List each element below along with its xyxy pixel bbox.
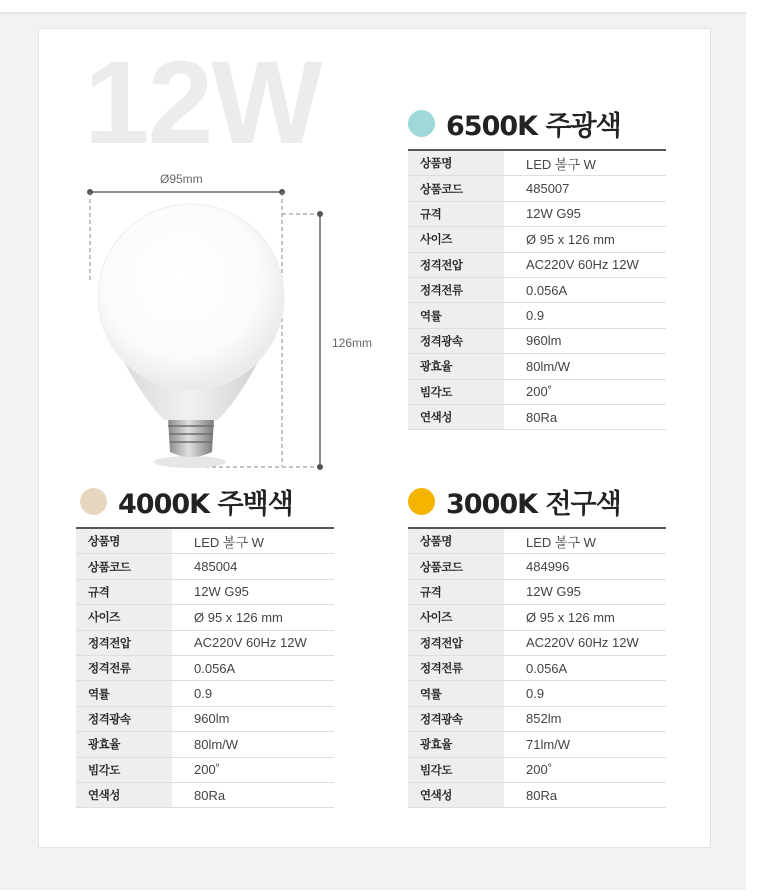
spec-row xyxy=(408,554,666,579)
spec-row xyxy=(408,277,666,302)
spec-key: 광효율 xyxy=(76,732,172,757)
spec-row xyxy=(76,655,334,680)
spec-key: 역률 xyxy=(408,681,504,706)
spec-key: 사이즈 xyxy=(408,227,504,252)
spec-key: 정격광속 xyxy=(408,706,504,731)
heading-4000k xyxy=(80,481,293,521)
spec-key: 상품코드 xyxy=(76,554,172,579)
spec-key: 정격광속 xyxy=(76,706,172,731)
spec-key: 사이즈 xyxy=(408,605,504,630)
spec-key: 정격전압 xyxy=(408,252,504,277)
spec-value: 80Ra xyxy=(504,404,666,429)
spec-key: 정격전압 xyxy=(408,630,504,655)
spec-value: 0.056A xyxy=(172,655,334,680)
spec-key: 빔각도 xyxy=(408,757,504,782)
spec-row xyxy=(408,328,666,353)
spec-value: AC220V 60Hz 12W xyxy=(504,630,666,655)
spec-row xyxy=(408,655,666,680)
spec-key: 상품명 xyxy=(76,528,172,554)
heading-3000k xyxy=(408,481,621,521)
spec-value: LED 볼구 W xyxy=(504,528,666,554)
spec-key: 역률 xyxy=(76,681,172,706)
spec-value: 852lm xyxy=(504,706,666,731)
heading-3000k-text: 3000K 전구색 xyxy=(446,488,621,520)
spec-key: 정격전류 xyxy=(76,655,172,680)
spec-row xyxy=(408,732,666,757)
spec-value: 200˚ xyxy=(172,757,334,782)
spec-table-4000k xyxy=(76,527,334,808)
heading-4000k-text: 4000K 주백색 xyxy=(118,488,293,520)
spec-value: 12W G95 xyxy=(172,579,334,604)
spec-key: 역률 xyxy=(408,303,504,328)
spec-row xyxy=(408,176,666,201)
spec-key: 광효율 xyxy=(408,732,504,757)
spec-row xyxy=(76,579,334,604)
spec-row xyxy=(408,757,666,782)
spec-row xyxy=(76,732,334,757)
spec-row xyxy=(76,757,334,782)
spec-value: 484996 xyxy=(504,554,666,579)
spec-value: 0.056A xyxy=(504,655,666,680)
spec-row xyxy=(408,227,666,252)
spec-value: 12W G95 xyxy=(504,579,666,604)
spec-key: 연색성 xyxy=(76,782,172,807)
spec-row xyxy=(408,528,666,554)
spec-value: AC220V 60Hz 12W xyxy=(172,630,334,655)
spec-row xyxy=(76,630,334,655)
spec-value: 0.9 xyxy=(504,303,666,328)
spec-table-3000k xyxy=(408,527,666,808)
spec-value: AC220V 60Hz 12W xyxy=(504,252,666,277)
spec-value: 12W G95 xyxy=(504,201,666,226)
spec-row xyxy=(76,706,334,731)
spec-key: 사이즈 xyxy=(76,605,172,630)
watt-watermark: 12W xyxy=(84,37,321,169)
color-dot-3000k xyxy=(408,488,435,515)
spec-row xyxy=(408,404,666,429)
spec-row xyxy=(76,605,334,630)
spec-row xyxy=(76,528,334,554)
spec-value: 960lm xyxy=(504,328,666,353)
spec-value: LED 볼구 W xyxy=(504,150,666,176)
spec-key: 정격광속 xyxy=(408,328,504,353)
top-divider xyxy=(0,12,746,14)
spec-row xyxy=(408,630,666,655)
spec-value: Ø 95 x 126 mm xyxy=(504,605,666,630)
spec-row xyxy=(408,782,666,807)
spec-row xyxy=(408,605,666,630)
spec-key: 규격 xyxy=(76,579,172,604)
spec-value: 71lm/W xyxy=(504,732,666,757)
spec-key: 연색성 xyxy=(408,404,504,429)
spec-key: 연색성 xyxy=(408,782,504,807)
spec-value: 80lm/W xyxy=(172,732,334,757)
width-dimension-label: Ø95mm xyxy=(160,172,203,186)
spec-row xyxy=(408,201,666,226)
spec-value: 485004 xyxy=(172,554,334,579)
spec-row xyxy=(408,706,666,731)
heading-6500k xyxy=(408,103,621,143)
bulb-illustration xyxy=(80,180,340,480)
spec-key: 규격 xyxy=(408,579,504,604)
spec-value: 80Ra xyxy=(172,782,334,807)
spec-key: 빔각도 xyxy=(76,757,172,782)
spec-key: 정격전류 xyxy=(408,655,504,680)
spec-value: 0.056A xyxy=(504,277,666,302)
spec-value: 960lm xyxy=(172,706,334,731)
spec-row xyxy=(408,252,666,277)
color-dot-6500k xyxy=(408,110,435,137)
spec-value: 485007 xyxy=(504,176,666,201)
spec-row xyxy=(408,303,666,328)
spec-key: 상품코드 xyxy=(408,176,504,201)
spec-value: LED 볼구 W xyxy=(172,528,334,554)
color-dot-4000k xyxy=(80,488,107,515)
height-dimension-label: 126mm xyxy=(332,336,373,350)
spec-value: 0.9 xyxy=(504,681,666,706)
spec-row xyxy=(76,782,334,807)
spec-row xyxy=(408,150,666,176)
spec-key: 정격전압 xyxy=(76,630,172,655)
spec-table-6500k xyxy=(408,149,666,430)
spec-row xyxy=(408,379,666,404)
spec-value: 80Ra xyxy=(504,782,666,807)
spec-value: Ø 95 x 126 mm xyxy=(172,605,334,630)
spec-row xyxy=(76,681,334,706)
spec-key: 빔각도 xyxy=(408,379,504,404)
spec-row xyxy=(408,354,666,379)
spec-key: 광효율 xyxy=(408,354,504,379)
spec-row xyxy=(76,554,334,579)
spec-value: 0.9 xyxy=(172,681,334,706)
spec-key: 규격 xyxy=(408,201,504,226)
spec-value: 80lm/W xyxy=(504,354,666,379)
spec-value: 200˚ xyxy=(504,757,666,782)
spec-key: 상품코드 xyxy=(408,554,504,579)
spec-key: 상품명 xyxy=(408,528,504,554)
heading-6500k-text: 6500K 주광색 xyxy=(446,110,621,142)
spec-row xyxy=(408,579,666,604)
spec-row xyxy=(408,681,666,706)
spec-value: 200˚ xyxy=(504,379,666,404)
spec-key: 상품명 xyxy=(408,150,504,176)
spec-value: Ø 95 x 126 mm xyxy=(504,227,666,252)
spec-key: 정격전류 xyxy=(408,277,504,302)
